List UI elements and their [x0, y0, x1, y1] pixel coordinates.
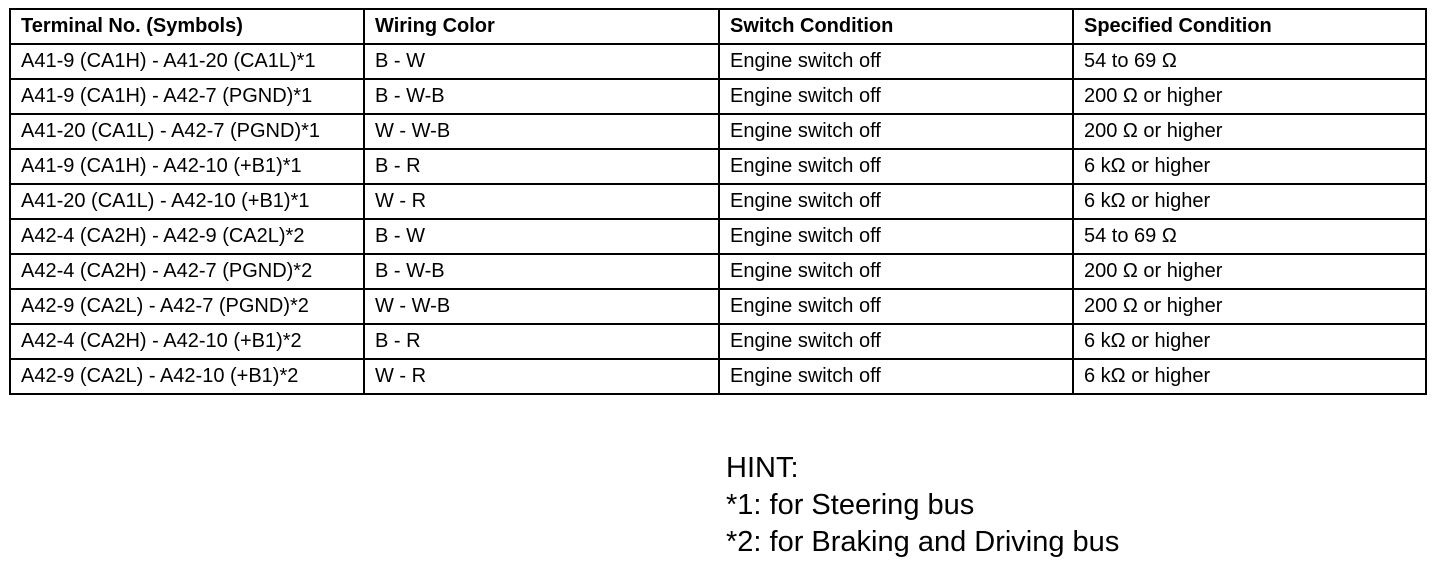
terminal-cell: A41-9 (CA1H) - A41-20 (CA1L)*1	[10, 44, 364, 79]
terminal-cell: A42-4 (CA2H) - A42-7 (PGND)*2	[10, 254, 364, 289]
table-header-row	[10, 9, 1426, 44]
terminal-cell: A41-20 (CA1L) - A42-7 (PGND)*1	[10, 114, 364, 149]
header-wiring-color: Wiring Color	[364, 9, 719, 44]
wiring-color-cell: B - W	[364, 219, 719, 254]
specified-condition-cell: 200 Ω or higher	[1073, 114, 1426, 149]
wiring-color-cell: W - W-B	[364, 289, 719, 324]
switch-condition-cell: Engine switch off	[719, 149, 1073, 184]
switch-condition-cell: Engine switch off	[719, 254, 1073, 289]
switch-condition-cell: Engine switch off	[719, 184, 1073, 219]
terminal-cell: A41-9 (CA1H) - A42-7 (PGND)*1	[10, 79, 364, 114]
specified-condition-cell: 200 Ω or higher	[1073, 79, 1426, 114]
table-row	[10, 149, 1426, 184]
header-specified-condition: Specified Condition	[1073, 9, 1426, 44]
switch-condition-cell: Engine switch off	[719, 324, 1073, 359]
table-row	[10, 324, 1426, 359]
terminal-cell: A42-4 (CA2H) - A42-10 (+B1)*2	[10, 324, 364, 359]
wiring-color-cell: B - W-B	[364, 79, 719, 114]
specified-condition-cell: 54 to 69 Ω	[1073, 44, 1426, 79]
terminal-cell: A42-9 (CA2L) - A42-7 (PGND)*2	[10, 289, 364, 324]
terminal-cell: A41-9 (CA1H) - A42-10 (+B1)*1	[10, 149, 364, 184]
switch-condition-cell: Engine switch off	[719, 114, 1073, 149]
switch-condition-cell: Engine switch off	[719, 289, 1073, 324]
wiring-color-cell: W - R	[364, 359, 719, 394]
switch-condition-cell: Engine switch off	[719, 219, 1073, 254]
specified-condition-cell: 54 to 69 Ω	[1073, 219, 1426, 254]
hint-block	[726, 450, 1119, 561]
header-switch-condition: Switch Condition	[719, 9, 1073, 44]
terminal-cell: A42-4 (CA2H) - A42-9 (CA2L)*2	[10, 219, 364, 254]
specified-condition-cell: 6 kΩ or higher	[1073, 184, 1426, 219]
terminal-cell: A42-9 (CA2L) - A42-10 (+B1)*2	[10, 359, 364, 394]
wiring-color-cell: W - W-B	[364, 114, 719, 149]
switch-condition-cell: Engine switch off	[719, 79, 1073, 114]
header-terminal-no: Terminal No. (Symbols)	[10, 9, 364, 44]
specified-condition-cell: 6 kΩ or higher	[1073, 359, 1426, 394]
wiring-color-cell: W - R	[364, 184, 719, 219]
table-row	[10, 219, 1426, 254]
table-row	[10, 79, 1426, 114]
wiring-color-cell: B - R	[364, 324, 719, 359]
specified-condition-cell: 200 Ω or higher	[1073, 289, 1426, 324]
table-row	[10, 44, 1426, 79]
specified-condition-cell: 6 kΩ or higher	[1073, 324, 1426, 359]
specified-condition-cell: 6 kΩ or higher	[1073, 149, 1426, 184]
table-row	[10, 254, 1426, 289]
table-row	[10, 184, 1426, 219]
wiring-color-cell: B - W	[364, 44, 719, 79]
terminal-cell: A41-20 (CA1L) - A42-10 (+B1)*1	[10, 184, 364, 219]
table-row	[10, 289, 1426, 324]
table-row	[10, 359, 1426, 394]
table-row	[10, 114, 1426, 149]
wiring-color-cell: B - W-B	[364, 254, 719, 289]
switch-condition-cell: Engine switch off	[719, 359, 1073, 394]
switch-condition-cell: Engine switch off	[719, 44, 1073, 79]
specified-condition-cell: 200 Ω or higher	[1073, 254, 1426, 289]
hint-note-steering: *1: for Steering bus	[726, 489, 975, 521]
hint-note-braking-driving: *2: for Braking and Driving bus	[726, 526, 1120, 558]
terminal-spec-table	[9, 8, 1427, 395]
wiring-color-cell: B - R	[364, 149, 719, 184]
hint-title: HINT:	[726, 452, 799, 484]
